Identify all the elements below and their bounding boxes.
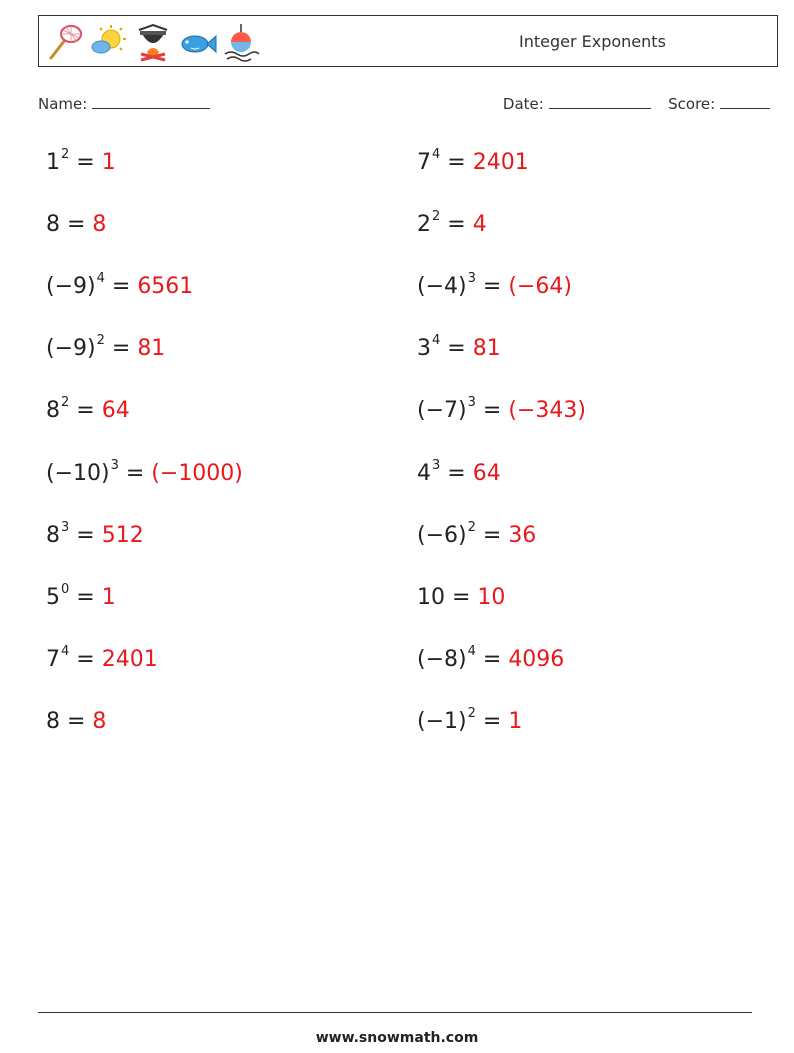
problem-answer: 6561 <box>137 274 194 300</box>
butterfly-net-icon <box>45 22 85 62</box>
problem-exponent: 2 <box>96 333 105 349</box>
problem-base: (−6) <box>417 522 467 548</box>
problem-item <box>417 395 586 424</box>
footer-url: www.snowmath.com <box>315 1030 479 1046</box>
problem-exponent: 2 <box>467 705 476 721</box>
problem-answer: 81 <box>137 336 166 362</box>
problem-answer: 81 <box>472 336 501 362</box>
problem-answer: 2401 <box>472 150 529 175</box>
equals-sign: = <box>475 708 509 734</box>
problem-item <box>417 271 572 300</box>
problem-item <box>46 271 194 300</box>
equals-sign: = <box>440 460 473 486</box>
problem-base: (−9) <box>46 274 96 300</box>
equals-sign: = <box>118 460 152 486</box>
problem-answer: 1 <box>508 708 523 734</box>
equals-sign: = <box>445 584 478 610</box>
problem-answer: 2401 <box>101 646 158 672</box>
problem-base: 2 <box>417 212 431 238</box>
equals-sign: = <box>440 212 473 238</box>
problem-answer: 1 <box>101 584 116 610</box>
problem-exponent: 3 <box>432 457 441 473</box>
problem-base: (−1) <box>417 708 467 734</box>
equals-sign: = <box>475 274 509 300</box>
equals-sign: = <box>104 336 138 362</box>
problem-base: 7 <box>417 150 431 175</box>
problem-item <box>417 584 506 610</box>
name-blank <box>92 94 210 109</box>
problem-item <box>46 395 130 424</box>
problem-base: 5 <box>46 584 60 610</box>
problem-answer: (−64) <box>508 274 572 300</box>
campfire-pot-icon <box>133 22 173 62</box>
problem-answer: 64 <box>472 460 501 486</box>
problem-item <box>46 333 166 362</box>
problem-base: (−8) <box>417 646 467 672</box>
equals-sign: = <box>69 522 102 548</box>
problem-item <box>417 333 501 362</box>
problem-item <box>417 705 523 734</box>
problem-exponent: 3 <box>61 519 70 535</box>
problem-answer: 10 <box>477 584 506 610</box>
problem-base: 8 <box>46 212 60 238</box>
score-label: Score: <box>668 95 716 113</box>
fish-icon <box>177 22 217 62</box>
equals-sign: = <box>475 398 509 424</box>
problem-answer: 8 <box>92 212 107 238</box>
problem-item <box>417 643 565 672</box>
problem-item <box>46 457 243 486</box>
footer-divider <box>38 1012 752 1013</box>
equals-sign: = <box>104 274 138 300</box>
equals-sign: = <box>440 336 473 362</box>
problem-base: 8 <box>46 522 60 548</box>
date-blank <box>549 94 651 109</box>
equals-sign: = <box>475 522 509 548</box>
problem-exponent: 4 <box>432 147 441 162</box>
problem-exponent: 2 <box>432 209 441 225</box>
problem-answer: 4 <box>472 212 487 238</box>
problem-base: 10 <box>417 584 445 610</box>
worksheet-header <box>38 15 778 67</box>
problem-answer: 512 <box>101 522 144 548</box>
problem-exponent: 2 <box>467 519 476 535</box>
problem-answer: (−1000) <box>151 460 243 486</box>
equals-sign: = <box>69 646 102 672</box>
problem-answer: 1 <box>101 150 116 175</box>
problem-base: 1 <box>46 150 60 175</box>
problem-exponent: 0 <box>61 581 70 597</box>
header-icons <box>45 20 261 64</box>
name-field <box>38 94 210 113</box>
problem-item <box>46 519 144 548</box>
problem-answer: 36 <box>508 522 537 548</box>
problem-item <box>46 147 116 175</box>
problem-base: (−9) <box>46 336 96 362</box>
problem-exponent: 4 <box>467 643 476 659</box>
problem-exponent: 4 <box>432 333 441 349</box>
problem-answer: 4096 <box>508 646 565 672</box>
problem-item <box>46 643 158 672</box>
problem-exponent: 3 <box>467 395 476 411</box>
problem-answer: (−343) <box>508 398 586 424</box>
problem-item <box>417 457 501 486</box>
equals-sign: = <box>69 584 102 610</box>
equals-sign: = <box>475 646 509 672</box>
problem-base: (−4) <box>417 274 467 300</box>
equals-sign: = <box>60 212 93 238</box>
problem-base: 7 <box>46 646 60 672</box>
problem-base: (−7) <box>417 398 467 424</box>
problem-exponent: 3 <box>110 457 119 473</box>
date-label: Date: <box>502 95 544 113</box>
problem-base: (−10) <box>46 460 110 486</box>
problem-item <box>46 708 107 734</box>
sun-cloud-icon <box>89 22 129 62</box>
problem-item <box>46 214 106 236</box>
problem-item <box>46 581 116 610</box>
problem-item <box>417 209 487 238</box>
equals-sign: = <box>60 708 93 734</box>
problem-exponent: 4 <box>96 271 105 287</box>
problem-exponent: 2 <box>61 147 70 162</box>
date-score-fields <box>503 94 770 113</box>
fishing-bobber-icon <box>221 22 261 62</box>
problem-item <box>417 519 537 548</box>
problem-answer: 64 <box>101 398 130 424</box>
problem-base: 8 <box>46 398 60 424</box>
worksheet-title: Integer Exponents <box>519 32 666 51</box>
problem-answer: 8 <box>92 708 107 734</box>
equals-sign: = <box>440 150 473 175</box>
equals-sign: = <box>69 398 102 424</box>
problem-item <box>417 147 529 175</box>
problem-exponent: 2 <box>61 395 70 411</box>
score-blank <box>720 94 770 109</box>
problem-base: 4 <box>417 460 431 486</box>
problem-base: 3 <box>417 336 431 362</box>
problem-base: 8 <box>46 708 60 734</box>
equals-sign: = <box>69 150 102 175</box>
problem-exponent: 4 <box>61 643 70 659</box>
problem-exponent: 3 <box>467 271 476 287</box>
name-label: Name: <box>38 95 88 113</box>
